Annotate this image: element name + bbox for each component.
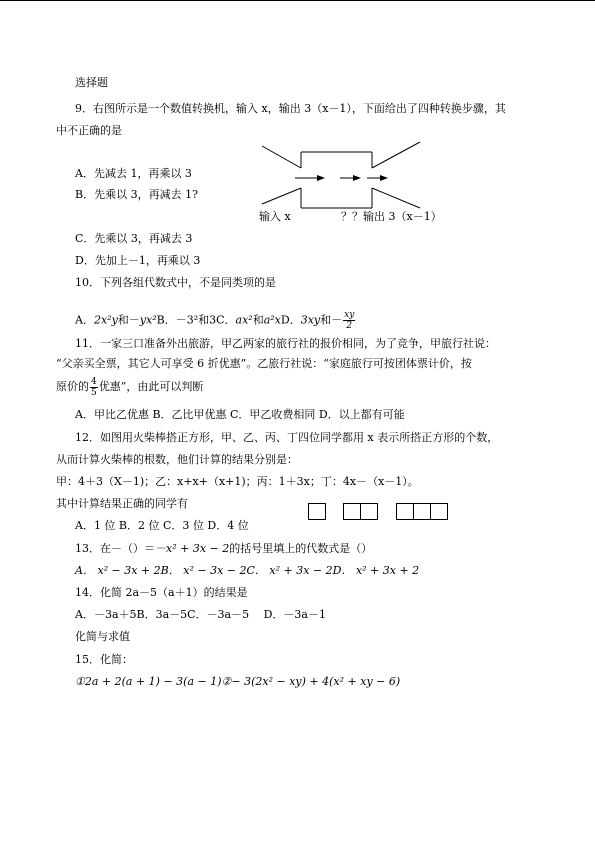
q12-question: 其中计算结果正确的同学有 [56, 497, 188, 510]
q13-options: A． x² − 3x + 2B． x² − 3x − 2C． x² + 3x − 2D． x² + 3x + 2 [75, 564, 420, 577]
q12-options: A．1 位 B．2 位 C．3 位 D．4 位 [75, 519, 249, 532]
arrow-1-head [317, 175, 325, 181]
q10-fraction: $\frac{xy}{2}$ [344, 310, 355, 331]
q12-stem-line2: 从而计算火柴棒的根数，他们计算的结果分别是： [56, 453, 298, 466]
diagram-output-label: 输出 3（x－1） [363, 210, 442, 223]
q11-options: A．甲比乙优惠 B．乙比甲优惠 C．甲乙收费相同 D．以上都有可能 [75, 408, 405, 421]
section-heading-choice: 选择题 [75, 76, 108, 89]
q13-stem: 13．在－（）＝－x² + 3x − 2的括号里填上的代数式是（） [75, 542, 373, 555]
q9-option-c: C．先乘以 3，再减去 3 [75, 232, 193, 245]
q14-stem: 14．化简 2a－5（a＋1）的结果是 [75, 586, 248, 599]
matchstick-square [430, 503, 448, 520]
q10-stem: 10．下列各组代数式中，不是同类项的是 [75, 276, 276, 289]
q12-answers: 甲：4＋3（X－1)；乙：x+x+（x+1)；丙：1＋3x；丁：4x－（x－1）。 [56, 475, 419, 488]
matchstick-square [360, 503, 378, 520]
diagram-input-label: 输入 x [259, 210, 291, 223]
matchstick-square [308, 503, 326, 520]
arrow-3-head [380, 175, 388, 181]
q15-stem: 15．化简： [75, 653, 133, 666]
arrow-2-head [353, 175, 361, 181]
q14-options: A．－3a＋5B．3a－5C．－3a－5 D．－3a－1 [75, 608, 326, 621]
funnel-left-top-edge [262, 146, 301, 168]
top-rule [0, 0, 595, 1]
q9-stem-line2: 中不正确的是 [56, 124, 122, 137]
funnel-right-bottom-edge [372, 188, 420, 208]
section-heading-simplify: 化简与求值 [75, 630, 130, 643]
q9-option-b: B．先乘以 3，再减去 1? [75, 188, 198, 201]
matchstick-squares-3 [397, 503, 448, 520]
q9-stem-line1: 9．右图所示是一个数值转换机，输入 x，输出 3（x－1），下面给出了四种转换步骤，其 [75, 102, 506, 115]
matchstick-square [413, 503, 431, 520]
q12-stem-line1: 12．如图用火柴棒搭正方形，甲、乙、丙、丁四位同学都用 x 表示所搭正方形的个数， [75, 431, 499, 444]
q10-options: A．2x²y和－yx²B．－3²和3C．ax²和a²xD．3xy和－ $\frac{xy}{2}$ [75, 310, 355, 331]
q11-stem-line1: 11．一家三口准备外出旅游，甲乙两家的旅行社的报价相同，为了竞争，甲旅行社说： [75, 337, 496, 350]
matchstick-square [396, 503, 414, 520]
matchstick-squares-2 [344, 503, 378, 520]
diagram-middle-label: ？？ [341, 210, 363, 223]
q11-stem-line3: 原价的 $\frac{4}{5}$ 优惠”，由此可以判断 [56, 376, 204, 398]
q15-expression: ①2a + 2(a + 1) − 3(a − 1)②− 3(2x² − xy) + 4(x² + xy − 6) [75, 675, 401, 688]
q11-fraction: $\frac{4}{5}$ [91, 376, 97, 398]
q9-option-d: D．先加上－1，再乘以 3 [75, 254, 201, 267]
matchstick-square [343, 503, 361, 520]
funnel-left-bottom-edge [262, 188, 301, 204]
q11-stem-line2: “父亲买全票，其它人可享受 6 折优惠”。乙旅行社说：“家庭旅行可按团体票计价，按 [56, 357, 472, 370]
q9-option-a: A．先减去 1，再乘以 3 [75, 167, 192, 180]
funnel-right-top-edge [372, 142, 420, 168]
matchstick-squares-1 [309, 503, 326, 520]
